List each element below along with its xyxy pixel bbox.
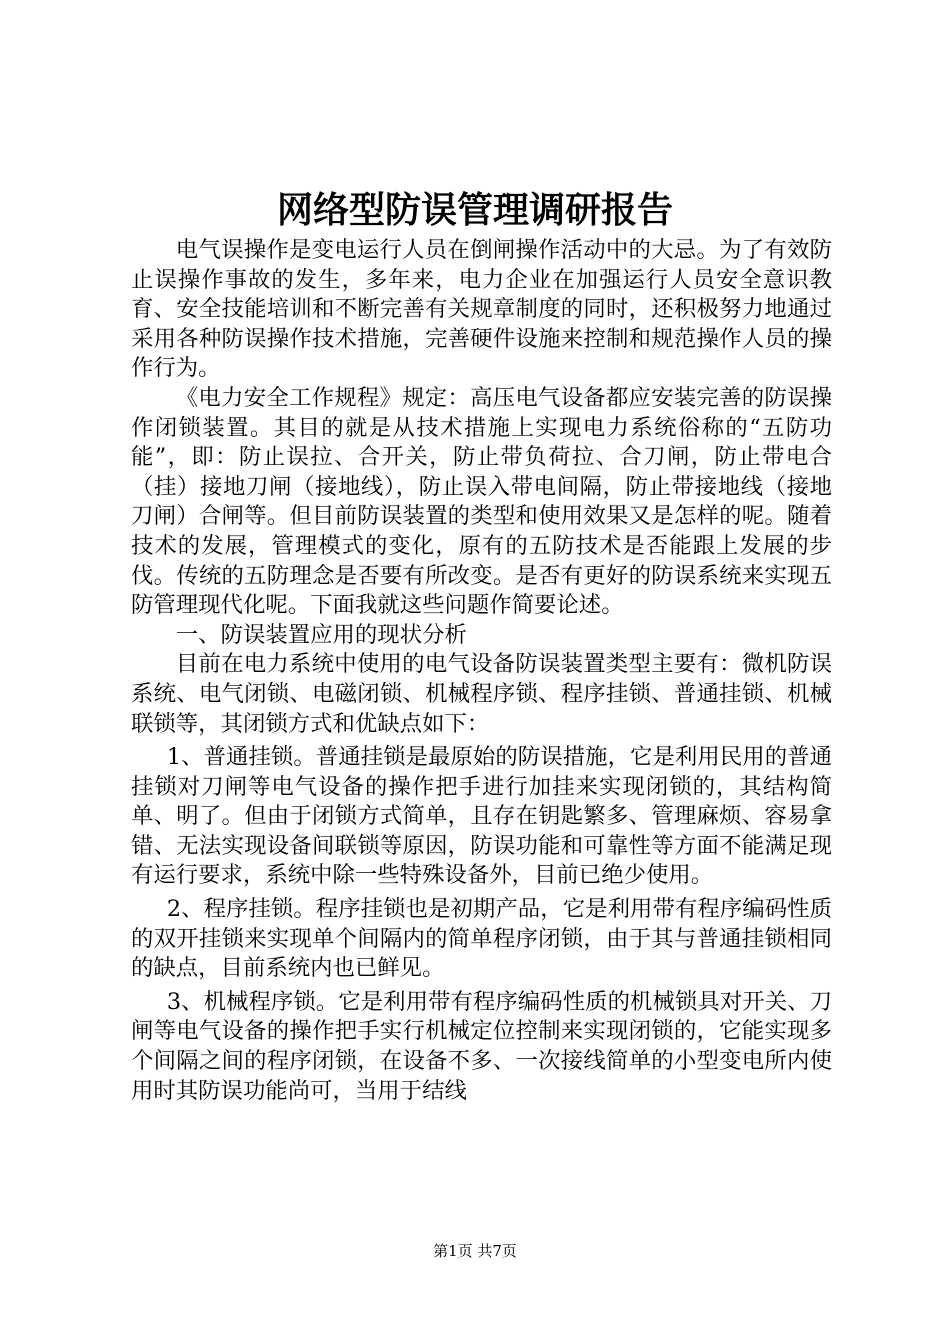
paragraph-item-1: 1、普通挂锁。普通挂锁是最原始的防误措施，它是利用民用的普通挂锁对刀闸等电气设备的操作把手进行加挂来实现闭锁的，其结构简单、明了。但由于闭锁方式简单，且存在钥匙繁多、管理麻烦、容易拿错、无法实现设备间联锁等原因，防误功能和可靠性等方面不能满足现有运行要求，系统中除一些特殊设备外，目前已绝少使用。 — [131, 744, 832, 889]
page-footer: 第1页 共7页 — [433, 1242, 517, 1260]
document-title: 网络型防误管理调研报告 — [276, 189, 673, 231]
paragraph-regulation: 《电力安全工作规程》规定：高压电气设备都应安装完善的防误操作闭锁装置。其目的就是从技术措施上实现电力系统俗称的“五防功能”，即：防止误拉、合开关，防止带负荷拉、合刀闸，防止带电合（挂）接地刀闸（接地线），防止误入带电间隔，防止带接地线（接地刀闸）合闸等。但目前防误装置的类型和使用效果又是怎样的呢。随着技术的发展，管理模式的变化，原有的五防技术是否能跟上发展的步伐。传统的五防理念是否要有所改变。是否有更好的防误系统来实现五防管理现代化呢。下面我就这些问题作简要论述。 — [131, 384, 832, 619]
section-heading: 一、防误装置应用的现状分析 — [175, 621, 467, 648]
paragraph-item-2: 2、程序挂锁。程序挂锁也是初期产品，它是利用带有程序编码性质的双开挂锁来实现单个间隔内的简单程序闭锁，由于其与普通挂锁相同的缺点，目前系统内也已鲜见。 — [131, 896, 832, 982]
paragraph-intro: 电气误操作是变电运行人员在倒闸操作活动中的大忌。为了有效防止误操作事故的发生，多年来，电力企业在加强运行人员安全意识教育、安全技能培训和不断完善有关规章制度的同时，还积极努力地通过采用各种防误操作技术措施，完善硬件设施来控制和规范操作人员的操作行为。 — [131, 237, 832, 382]
document-body — [131, 236, 832, 1106]
paragraph-types: 目前在电力系统中使用的电气设备防误装置类型主要有：微机防误系统、电气闭锁、电磁闭锁、机械程序锁、程序挂锁、普通挂锁、机械联锁等，其闭锁方式和优缺点如下： — [131, 651, 832, 737]
paragraph-item-3: 3、机械程序锁。它是利用带有程序编码性质的机械锁具对开关、刀闸等电气设备的操作把手实行机械定位控制来实现闭锁的，它能实现多个间隔之间的程序闭锁，在设备不多、一次接线简单的小型变电所内使用时其防误功能尚可，当用于结线 — [131, 988, 832, 1104]
